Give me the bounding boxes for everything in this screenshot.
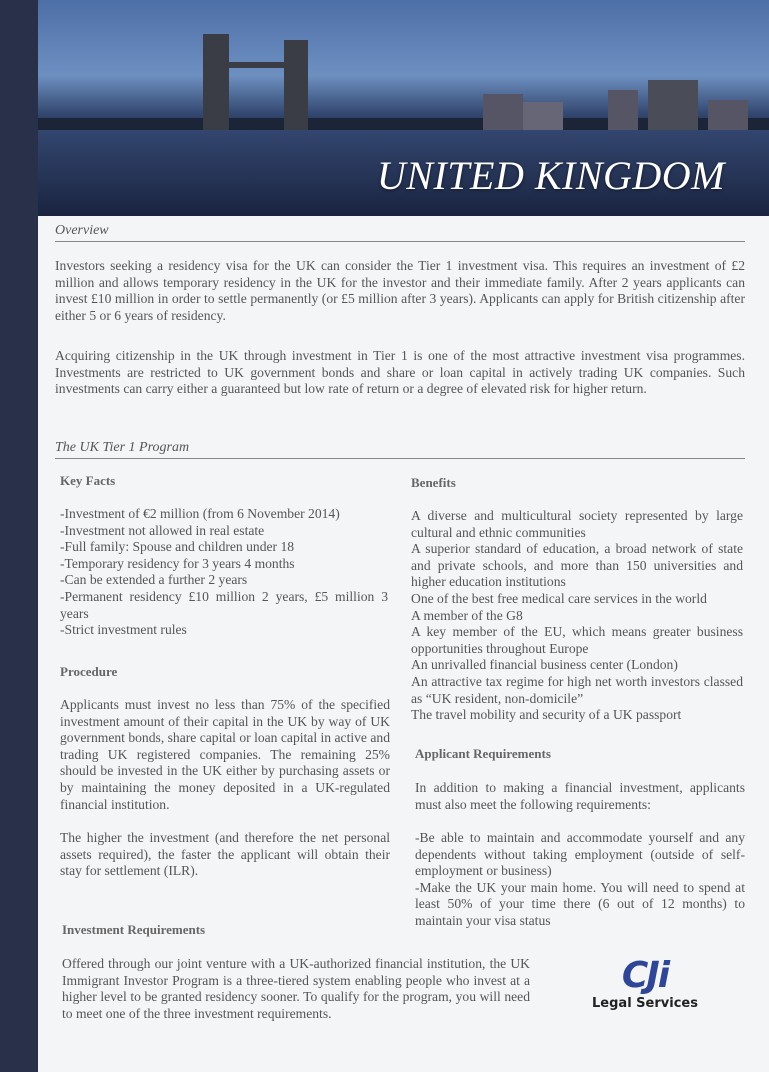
procedure-heading: Procedure — [60, 664, 118, 679]
procedure-paragraph-1: Applicants must invest no less than 75% of the specified investment amount of their capital in the UK by way of UK government bonds, share capital or loan capital in active and trading UK registered companies. The remaining 25% should be invested in the UK either by purchasing assets or by maintaining the money deposited in a UK-regulated financial institution. — [60, 697, 390, 812]
investment-requirements-text: Offered through our joint venture with a UK-authorized financial institution, the UK Immigrant Investor Program is a three-tiered system enabling people who invest at a higher level to be granted residency sooner. To qualify for the program, you will need to meet one of the three investment requirements. — [62, 956, 530, 1021]
program-heading: The UK Tier 1 Program — [55, 440, 745, 459]
benefit-item: The travel mobility and security of a UK passport — [411, 707, 682, 723]
benefit-item: One of the best free medical care services in the world — [411, 590, 707, 606]
overview-heading: Overview — [55, 223, 745, 242]
sidebar-stripe — [0, 0, 38, 1072]
logo-mark: CJi — [621, 955, 669, 996]
benefits-heading: Benefits — [411, 475, 456, 490]
page-title: UNITED KINGDOM — [376, 153, 725, 198]
benefit-item: An unrivalled financial business center (London) — [411, 657, 678, 673]
benefit-item: A key member of the EU, which means greater business opportunities throughout Europe — [411, 624, 743, 656]
overview-paragraph-1: Investors seeking a residency visa for the UK can consider the Tier 1 investment visa. This requires an investment of £2 million and allows temporary residency in the UK for the investor and their immediate family. After 2 years applicants can invest £10 million in order to settle permanently (or £5 million after 3 years). Applicants can apply for British citizenship after either 5 or 6 years of residency. — [55, 258, 745, 323]
applicant-requirements-list — [415, 830, 745, 930]
overview-paragraph-2: Acquiring citizenship in the UK through investment in Tier 1 is one of the most attractive investment visa programmes. Investments are restricted to UK government bonds and share or loan capital in actively trading UK companies. Such investments can carry either a guaranteed but low rate of return or a degree of elevated risk for higher return. — [55, 348, 745, 397]
key-fact: -Temporary residency for 3 years 4 months — [60, 555, 295, 571]
key-fact: -Investment of €2 million (from 6 November 2014) — [60, 506, 340, 521]
requirement-item: -Be able to maintain and accommodate yourself and any dependents without taking employment (outside of self-employment or business) — [415, 830, 745, 879]
benefit-item: A member of the G8 — [411, 607, 523, 623]
banner-image — [38, 0, 769, 216]
key-facts-list — [60, 506, 388, 639]
benefit-item: A diverse and multicultural society represented by large cultural and ethnic communities — [411, 508, 743, 540]
key-fact: -Investment not allowed in real estate — [60, 522, 265, 538]
company-logo — [590, 956, 700, 1011]
benefit-item: A superior standard of education, a broad network of state and private schools, and more than 150 universities and higher education institutions — [411, 541, 743, 590]
key-fact: -Can be extended a further 2 years — [60, 572, 248, 588]
key-facts-heading: Key Facts — [60, 473, 116, 488]
key-fact: -Permanent residency £10 million 2 years, £5 million 3 years — [60, 588, 388, 621]
key-fact: -Strict investment rules — [60, 622, 187, 638]
investment-requirements-heading: Investment Requirements — [62, 922, 206, 937]
procedure-paragraph-2: The higher the investment (and therefore the net personal assets required), the faster the applicant will obtain their stay for settlement (ILR). — [60, 830, 390, 879]
applicant-requirements-heading: Applicant Requirements — [415, 746, 551, 761]
applicant-intro: In addition to making a financial investment, applicants must also meet the following requirements: — [415, 780, 745, 812]
benefit-item: An attractive tax regime for high net worth investors classed as “UK resident, non-domicile” — [411, 673, 743, 706]
key-fact: -Full family: Spouse and children under 18 — [60, 539, 295, 555]
benefits-list — [411, 508, 743, 724]
requirement-item: -Make the UK your main home. You will need to spend at least 50% of your time there (6 out of 12 months) to maintain your visa status — [415, 879, 745, 928]
logo-subtitle: Legal Services — [592, 996, 698, 1011]
